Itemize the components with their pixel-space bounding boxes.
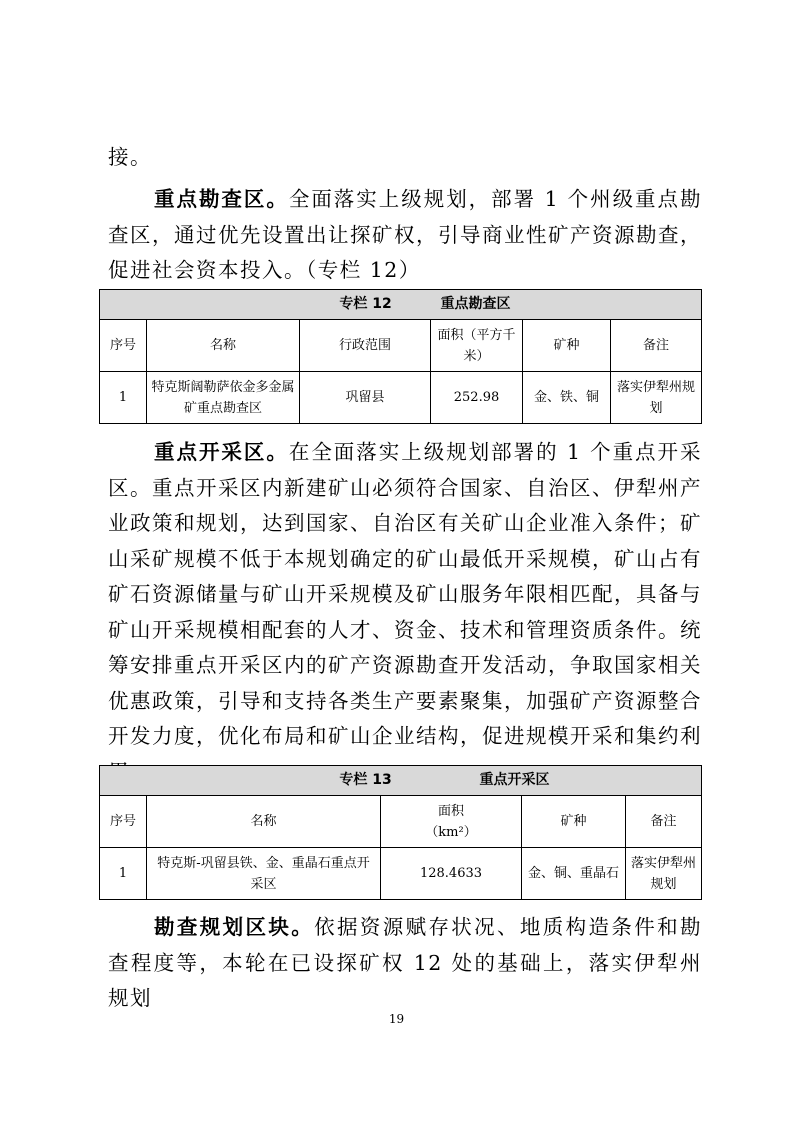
table-cell: 1 bbox=[100, 848, 147, 900]
table-title-row bbox=[100, 290, 702, 320]
table-column-13 bbox=[99, 765, 702, 900]
table-header-row bbox=[100, 320, 702, 372]
header-line: 面积 bbox=[437, 803, 464, 819]
table-header-row bbox=[100, 796, 702, 848]
table-cell: 巩留县 bbox=[300, 372, 431, 424]
table-header-cell: 名称 bbox=[147, 796, 381, 848]
table-cell: 金、铁、铜 bbox=[523, 372, 611, 424]
paragraph-exploration-blocks bbox=[108, 910, 702, 1017]
table-row bbox=[100, 372, 702, 424]
table-header-cell: 矿种 bbox=[523, 320, 611, 372]
table-cell: 金、铜、重晶石 bbox=[522, 848, 626, 900]
table-title: 重点开采区 bbox=[479, 772, 550, 788]
paragraph-continuation bbox=[108, 140, 702, 176]
page-number: 19 bbox=[388, 1012, 405, 1026]
paragraph-text: 接。 bbox=[108, 145, 152, 169]
table-cell: 1 bbox=[100, 372, 147, 424]
paragraph-text: 依据资源赋存状况、地质构造条件和勘查程度等，本轮在已设探矿权 12 处的基础上，落实伊犁州规划 bbox=[108, 915, 703, 1010]
table-title: 重点勘查区 bbox=[440, 296, 511, 312]
paragraph-lead: 勘查规划区块。 bbox=[154, 915, 315, 939]
table-cell: 128.4633 bbox=[381, 848, 522, 900]
table-cell: 落实伊犁州规划 bbox=[611, 372, 702, 424]
table-header-cell: 名称 bbox=[147, 320, 300, 372]
paragraph-lead: 重点勘查区。 bbox=[154, 187, 289, 211]
table-header-cell: 行政范围 bbox=[300, 320, 431, 372]
table-header-cell: 矿种 bbox=[522, 796, 626, 848]
table-cell: 252.98 bbox=[431, 372, 523, 424]
paragraph-text: 全面落实上级规划，部署 1 个州级重点勘查区，通过优先设置出让探矿权，引导商业性矿产资源勘查，促进社会资本投入。（专栏 12） bbox=[108, 187, 703, 282]
table-cell: 特克斯阔勒萨依金多金属矿重点勘查区 bbox=[147, 372, 300, 424]
column-label: 专栏 12 bbox=[339, 296, 392, 312]
table-title-row bbox=[100, 766, 702, 796]
table-header-cell: 序号 bbox=[100, 796, 147, 848]
table-header-cell: 面积（平方千米） bbox=[431, 320, 523, 372]
header-unit: （km²） bbox=[425, 824, 477, 840]
table-header-cell bbox=[381, 796, 522, 848]
paragraph-key-mining bbox=[108, 435, 702, 790]
table-cell: 特克斯-巩留县铁、金、重晶石重点开采区 bbox=[147, 848, 381, 900]
table-header-cell: 备注 bbox=[611, 320, 702, 372]
paragraph-key-exploration bbox=[108, 182, 702, 289]
table-row bbox=[100, 848, 702, 900]
paragraph-text: 在全面落实上级规划部署的 1 个重点开采区。重点开采区内新建矿山必须符合国家、自治区、伊犁州产业政策和规划，达到国家、自治区有关矿山企业准入条件；矿山采矿规模不低于本规划确定的矿山最低开采规模，矿山占有矿石资源储量与矿山开采规模及矿山服务年限相匹配，具备与矿山开采规模相配套的人才、资金、技术和管理资质条件。统筹安排重点开采区内的矿产资源勘查开发活动，争取国家相关优惠政策，引导和支持各类生产要素聚集，加强矿产资源整合开发力度，优化布局和矿山企业结构，促进规模开采和集约利 bbox=[108, 440, 703, 748]
table-cell: 落实伊犁州规划 bbox=[626, 848, 702, 900]
column-label: 专栏 13 bbox=[339, 772, 392, 788]
table-header-cell: 备注 bbox=[626, 796, 702, 848]
paragraph-lead: 重点开采区。 bbox=[154, 440, 289, 464]
table-column-12 bbox=[99, 289, 702, 424]
table-header-cell: 序号 bbox=[100, 320, 147, 372]
